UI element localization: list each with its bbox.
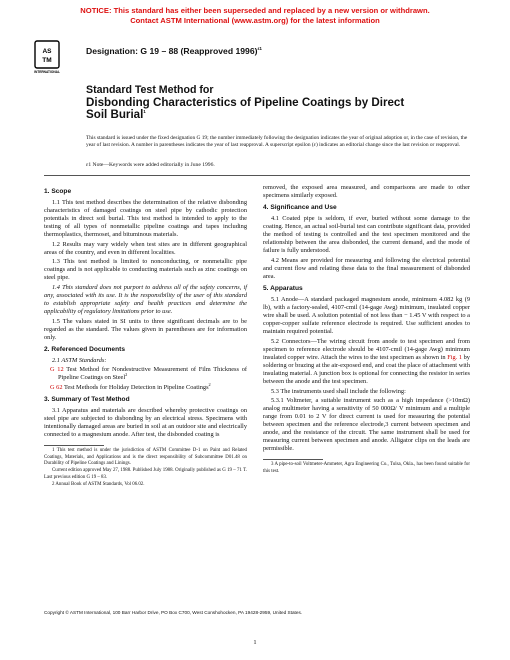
page-number: 1 xyxy=(253,639,257,646)
notice-line-2: Contact ASTM International (www.astm.org) for the latest information xyxy=(130,15,380,25)
paragraph-4-1: 4.1 Coated pipe is seldom, if ever, buried without some damage to the coating. Hence, an actual soil-burial test can contribute significant data, provided the method of testing is controlled and the test specimen monitored and the relationship between the area disbonded, the current demand, and the mode of failure is fully understood. xyxy=(263,215,470,255)
footnote-divider xyxy=(44,445,104,446)
svg-text:TM: TM xyxy=(42,57,52,64)
paragraph-1-4: 1.4 This standard does not purport to address all of the safety concerns, if any, associated with its use. It is the responsibility of the user of this standard to establish appropriate safety and health practices and determine the applicability of regulatory limitations prior to use. xyxy=(44,284,247,316)
title-line-3: Soil Burial$^1$ xyxy=(86,108,146,121)
designation: Designation: G 19 – 88 (Reapproved 1996)$^{\varepsilon 1}$ xyxy=(86,46,262,56)
issuance-statement: This standard is issued under the fixed designation G 19; the number immediately following the designation indicates the year of original adoption or, in the case of revision, the year of last revision. A number in parentheses indicates the year of last reapproval. A superscript epsilon (ε) indicates an editorial change since the last revision or reapproval. xyxy=(86,135,468,149)
editorial-note: ε1 Note—Keywords were added editorially in June 1996. xyxy=(86,162,215,168)
svg-text:AS: AS xyxy=(42,48,52,55)
copyright-line: Copyright © ASTM International, 100 Barr Harbor Drive, PO Box C700, West Conshohocken, PA 19428-2959, United States. xyxy=(44,610,303,615)
section-heading-summary: 3. Summary of Test Method xyxy=(44,396,130,404)
paragraph-5-1: 5.1 Anode—A standard packaged magnesium anode, minimum 4.082 kg (9 lb), with a factory-sealed, 4107-cmil (14-gage Awg) minimum, insulated copper wire shall be used. A solution potential of not less than − 1.45 V with respect to a copper-copper sulfate reference electrode is required. Use sufficient anodes to maintain required potential. xyxy=(263,296,470,336)
section-heading-referenced-documents: 2. Referenced Documents xyxy=(44,345,125,353)
paragraph-5-3: 5.3 The instruments used shall include the following: xyxy=(271,387,406,395)
paragraph-3-1: 3.1 Apparatus and materials are described whereby protective coatings on steel pipe are subjected to disbonding by an electrical stress. Specimens with intentionally damaged areas are buried in soil at an outdoor site and electrically connected to a magnesium anode. After test, the disbonded coating is xyxy=(44,407,247,439)
reference-g62[interactable]: G 62 Test Methods for Holiday Detection in Pipeline Coatings$^2$ xyxy=(50,381,211,392)
footnote-2: 2 Annual Book of ASTM Standards, Vol 06.02. xyxy=(52,482,145,488)
footnote-divider-right xyxy=(263,459,323,460)
paragraph-5-3-1: 5.3.1 Voltmeter, a suitable instrument such as a high impedance (>10mΩ) analog multimeter having a sensitivity of 50 000Ω/ V minimum and a multiple range from 0.01 to 2 V for direct current is used for measuring the potential between specimen and the reference electrode,3 current between specimen and anode, and the resistance of the circuit. The same instrument shall be used for measuring current between specimen and anode. Alligator clips on the leads are permissible. xyxy=(263,397,470,453)
paragraph-3-1-continued: removed, the exposed area measured, and comparisons are made to other specimens similarly exposed. xyxy=(263,184,470,200)
paragraph-1-5: 1.5 The values stated in SI units to three significant decimals are to be regarded as the standard. The values given in parentheses are for information only. xyxy=(44,317,247,341)
section-heading-apparatus: 5. Apparatus xyxy=(263,285,303,293)
footnote-3: 3 A pipe-to-soil Voltmeter-Ammeter, Agra Engineering Co., Tulsa, Okla., has been found suitable for this test. xyxy=(263,462,470,474)
header-divider xyxy=(44,175,470,176)
left-column xyxy=(44,184,247,490)
section-heading-scope: 1. Scope xyxy=(44,188,72,195)
title-line-2: Disbonding Characteristics of Pipeline Coatings by Direct xyxy=(86,95,405,109)
logo-caption: INTERNATIONAL xyxy=(34,70,60,74)
astm-logo-icon xyxy=(34,40,60,74)
section-heading-significance: 4. Significance and Use xyxy=(263,204,337,212)
footnote-1-edition: Current edition approved May 27, 1988. Published July 1988. Originally published as G 19 – 71 T. Last previous edition G 19 – 83. xyxy=(44,468,247,480)
withdrawn-notice xyxy=(0,6,510,25)
paragraph-4-2: 4.2 Means are provided for measuring and following the electrical potential and current flow and relating these data to the final measurement of disbonded area. xyxy=(263,256,470,280)
document-title xyxy=(86,84,466,122)
figure-1-link[interactable]: Fig. 1 xyxy=(447,353,463,361)
title-line-1: Standard Test Method for xyxy=(86,84,214,96)
footnote-1: 1 This test method is under the jurisdiction of ASTM Committee D-1 on Paint and Related Coatings, Materials, and Applications and is the direct responsibility of Subcommittee D01.48 on Durability of Pipeline Coatings and Linings. xyxy=(44,448,247,466)
right-column xyxy=(263,184,470,476)
paragraph-1-3: 1.3 This test method is limited to nonconducting, or nonmetallic pipe coatings and is not applicable to conducting materials such as zinc coatings on steel pipe. xyxy=(44,258,247,282)
paragraph-1-1: 1.1 This test method describes the determination of the relative disbonding characteristics of damaged coatings on steel pipe by cathodic protection potentials in direct soil burial. This test method is intended to apply to the testing of all types of nonmetallic pipeline coatings and tapes including thermoplastics, thermoset, and bituminous materials. xyxy=(44,199,247,239)
notice-line-1: NOTICE: This standard has either been superseded and replaced by a new version or withdrawn. xyxy=(80,6,430,15)
reference-g12[interactable]: G 12 Test Method for Nondestructive Measurement of Film Thickness of Pipeline Coatings on Steel$^2$ xyxy=(50,366,247,382)
paragraph-2-1: 2.1 ASTM Standards: xyxy=(52,356,107,364)
paragraph-1-2: 1.2 Results may vary widely when test sites are in different geographical areas of the country, and even in different localities. xyxy=(44,240,247,256)
paragraph-5-2: 5.2 Connectors—The wiring circuit from anode to test specimen and from specimen to reference electrode should be 4107-cmil (14-gage Awg) minimum insulated copper wire. Attach the wires to the test specimen as shown in Fig. 1 by soldering or brazing at the air-exposed end, and coat the place of attachment with insulating material. A junction box is optional for connecting the resistor in series between the anode and the test specimen. xyxy=(263,337,470,386)
